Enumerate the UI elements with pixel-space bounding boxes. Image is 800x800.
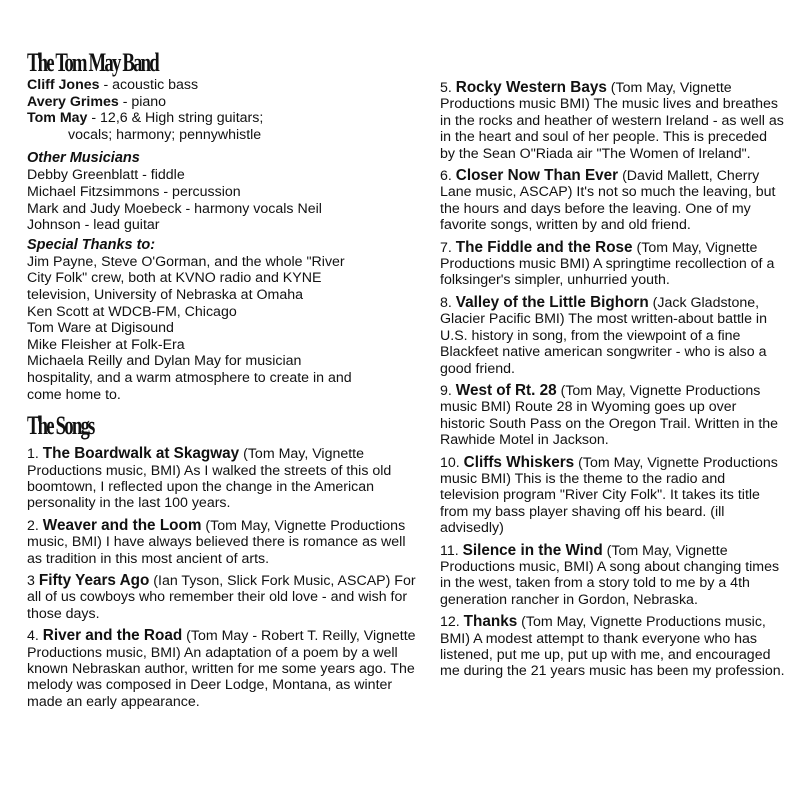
thanks-line: television, University of Nebraska at Omaha	[27, 286, 303, 303]
member-cliff-jones: Cliff Jones - acoustic bass	[27, 77, 199, 93]
left-column	[27, 0, 422, 716]
song-entry: 8. Valley of the Little Bighorn (Jack Gladstone, Glacier Pacific BMI) The most written-about battle in U.S. history in song, from the viewpoint of a fine Blackfeet native american songwriter - who is also a good friend.	[440, 293, 767, 377]
song-entry: 3 Fifty Years Ago (Ian Tyson, Slick Fork Music, ASCAP) For all of us cowboys who remember their old love - and wish for those days.	[27, 571, 416, 622]
song-entry: 6. Closer Now Than Ever (David Mallett, Cherry Lane music, ASCAP) It's not so much the leaving, but the hours and days before the leaving. One of my favorite songs, written by and old friend.	[440, 167, 776, 234]
band-heading: The Tom May Band	[27, 48, 158, 77]
thanks-line: come home to.	[27, 386, 121, 403]
other-musicians-heading: Other Musicians	[27, 150, 140, 167]
song-entry: 7. The Fiddle and the Rose (Tom May, Vignette Productions music BMI) A springtime recollection of a folksinger's simpler, unhurried youth.	[440, 238, 775, 289]
thanks-line: hospitality, and a warm atmosphere to create in and	[27, 369, 352, 386]
right-column	[440, 0, 785, 686]
thanks-line: Ken Scott at WDCB-FM, Chicago	[27, 303, 237, 320]
song-entry: 12. Thanks (Tom May, Vignette Productions music, BMI) A modest attempt to thank everyone who has listened, put me up, put up with me, and encouraged me during the 21 years music has been my profession.	[440, 613, 785, 680]
member-tom-may: Tom May - 12,6 & High string guitars;	[27, 110, 264, 127]
thanks-line: Tom Ware at Digisound	[27, 320, 174, 337]
special-thanks-heading: Special Thanks to:	[27, 236, 156, 253]
musician-line: Michael Fitzsimmons - percussion	[27, 183, 241, 200]
member-tom-may-cont: vocals; harmony; pennywhistle	[68, 126, 262, 143]
songs-heading: The Songs	[27, 411, 94, 441]
thanks-line: Michaela Reilly and Dylan May for musician	[27, 353, 302, 370]
musician-line: Mark and Judy Moebeck - harmony vocals Neil	[27, 200, 322, 217]
thanks-line: Mike Fleisher at Folk-Era	[27, 336, 185, 353]
song-entry: 1. The Boardwalk at Skagway (Tom May, Vignette Productions music, BMI) As I walked the streets of this old boomtown, I reflected upon the change in the American personality in the last 100 years.	[27, 445, 392, 512]
member-avery-grimes: Avery Grimes - piano	[27, 93, 167, 110]
song-entry: 5. Rocky Western Bays (Tom May, Vignette Productions music BMI) The music lives and breathes in the rocks and heather of western Ireland - as well as in the heart and soul of her people. This is preceded by the Sean O"Riada air "The Women of Ireland".	[440, 79, 784, 162]
song-entry: 2. Weaver and the Loom (Tom May, Vignette Productions music, BMI) I have always believed there is romance as well as tradition in this most ancient of arts.	[27, 516, 406, 567]
thanks-line: Jim Payne, Steve O'Gorman, and the whole "River	[27, 253, 345, 270]
musician-line: Johnson - lead guitar	[27, 217, 160, 234]
song-entry: 10. Cliffs Whiskers (Tom May, Vignette Productions music BMI) This is the theme to the radio and television program "River City Folk". It takes its title from my bass player shaving off his beard. (ill advisedly)	[440, 453, 778, 537]
musician-line: Debby Greenblatt - fiddle	[27, 167, 185, 184]
song-entry: 9. West of Rt. 28 (Tom May, Vignette Productions music BMI) Route 28 in Wyoming goes up over historic South Pass on the Oregon Trail. Written in the Rawhide Motel in Jackson.	[440, 381, 779, 449]
thanks-line: City Folk" crew, both at KVNO radio and KYNE	[27, 270, 322, 287]
song-entry: 4. River and the Road (Tom May - Robert T. Reilly, Vignette Productions music, BMI) An adaptation of a poem by a well known Nebraskan author, written for me some years ago. The melody was composed in Deer Lodge, Montana, as winter made an early appearance.	[27, 627, 416, 710]
song-entry: 11. Silence in the Wind (Tom May, Vignette Productions music, BMI) A song about changing times in the west, taken from a story told to me by a 4th generation rancher in Gordon, Nebraska.	[440, 541, 780, 608]
